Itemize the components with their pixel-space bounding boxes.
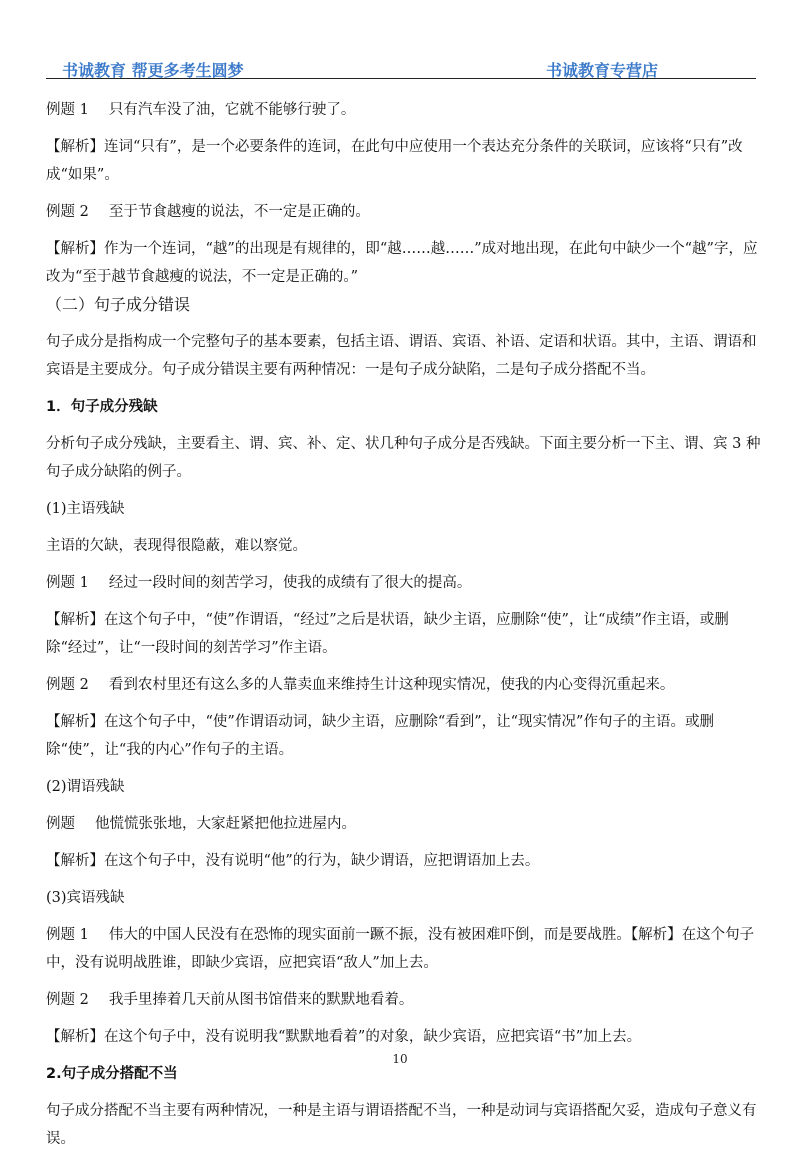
heading-1: 1．句子成分残缺	[46, 399, 158, 415]
example-text: 只有汽车没了油，它就不能够行驶了。	[108, 102, 356, 118]
page-number: 10	[392, 1052, 408, 1066]
object-analysis-2: 【解析】在这个句子中，没有说明我“默默地看着”的对象，缺少宾语，应把宾语“书”加上去。	[46, 1029, 642, 1045]
analysis-1: 【解析】连词“只有”，是一个必要条件的连词，在此句中应使用一个表达充分条件的关联词，应该将“只有”改成“如果”。	[46, 139, 743, 183]
subheading-predicate: (2)谓语残缺	[46, 779, 125, 795]
example-text: 我手里捧着几天前从图书馆借来的默默地看着。	[108, 992, 414, 1008]
subheading-subject: (1)主语残缺	[46, 501, 125, 517]
example-label: 例题	[46, 816, 75, 832]
object-example-2	[46, 986, 762, 1014]
example-text: 伟大的中国人民没有在恐怖的现实面前一蹶不振，没有被困难吓倒，而是要战胜。【解析】在这个句子中，没有说明战胜谁，即缺少宾语，应把宾语“敌人”加上去。	[46, 927, 755, 971]
section-intro: 句子成分是指构成一个完整句子的基本要素，包括主语、谓语、宾语、补语、定语和状语。其中，主语、谓语和宾语是主要成分。句子成分错误主要有两种情况：一是句子成分缺陷，二是句子成分搭配不当。	[46, 334, 757, 378]
predicate-analysis: 【解析】在这个句子中，没有说明“他”的行为，缺少谓语，应把谓语加上去。	[46, 853, 540, 869]
example-1	[46, 96, 762, 124]
example-label: 例题 2	[46, 677, 89, 693]
heading-2-intro: 句子成分搭配不当主要有两种情况，一种是主语与谓语搭配不当，一种是动词与宾语搭配欠妥，造成句子意义有误。	[46, 1103, 757, 1147]
example-label: 例题 1	[46, 102, 89, 118]
subheading-object: (3)宾语残缺	[46, 890, 125, 906]
subject-example-1	[46, 569, 762, 597]
object-example-1	[46, 921, 762, 977]
predicate-example	[46, 810, 762, 838]
example-label: 例题 2	[46, 204, 89, 220]
example-text: 看到农村里还有这么多的人靠卖血来维持生计这种现实情况，使我的内心变得沉重起来。	[108, 677, 675, 693]
document-body	[46, 96, 762, 1162]
subject-example-2	[46, 671, 762, 699]
header-rule	[46, 78, 756, 79]
heading-2: 2.句子成分搭配不当	[46, 1066, 178, 1082]
header-slogan: 书诚教育 帮更多考生圆梦	[62, 61, 244, 80]
example-label: 例题 1	[46, 927, 89, 943]
section-title: （二）句子成分错误	[46, 295, 191, 314]
example-text: 经过一段时间的刻苦学习，使我的成绩有了很大的提高。	[108, 575, 472, 591]
example-2	[46, 198, 762, 226]
subject-intro: 主语的欠缺，表现得很隐蔽，难以察觉。	[46, 538, 307, 554]
subject-analysis-2: 【解析】在这个句子中，“使”作谓语动词，缺少主语，应删除“看到”，让“现实情况”作句子的主语。或删除“使”，让“我的内心”作句子的主语。	[46, 714, 714, 758]
heading-1-intro: 分析句子成分残缺，主要看主、谓、宾、补、定、状几种句子成分是否残缺。下面主要分析一下主、谓、宾 3 种句子成分缺陷的例子。	[46, 436, 761, 480]
analysis-2: 【解析】作为一个连词，“越”的出现是有规律的，即“越……越……”成对地出现，在此句中缺少一个“越”字，应改为“至于越节食越瘦的说法，不一定是正确的。”	[46, 241, 758, 285]
header-store-name: 书诚教育专营店	[546, 61, 659, 80]
example-text: 他慌慌张张地，大家赶紧把他拉进屋内。	[95, 816, 356, 832]
subject-analysis-1: 【解析】在这个句子中，“使”作谓语，“经过”之后是状语，缺少主语，应删除“使”，让“成绩”作主语，或删除“经过”，让“一段时间的刻苦学习”作主语。	[46, 612, 729, 656]
example-label: 例题 1	[46, 575, 89, 591]
example-label: 例题 2	[46, 992, 89, 1008]
example-text: 至于节食越瘦的说法，不一定是正确的。	[108, 204, 370, 220]
